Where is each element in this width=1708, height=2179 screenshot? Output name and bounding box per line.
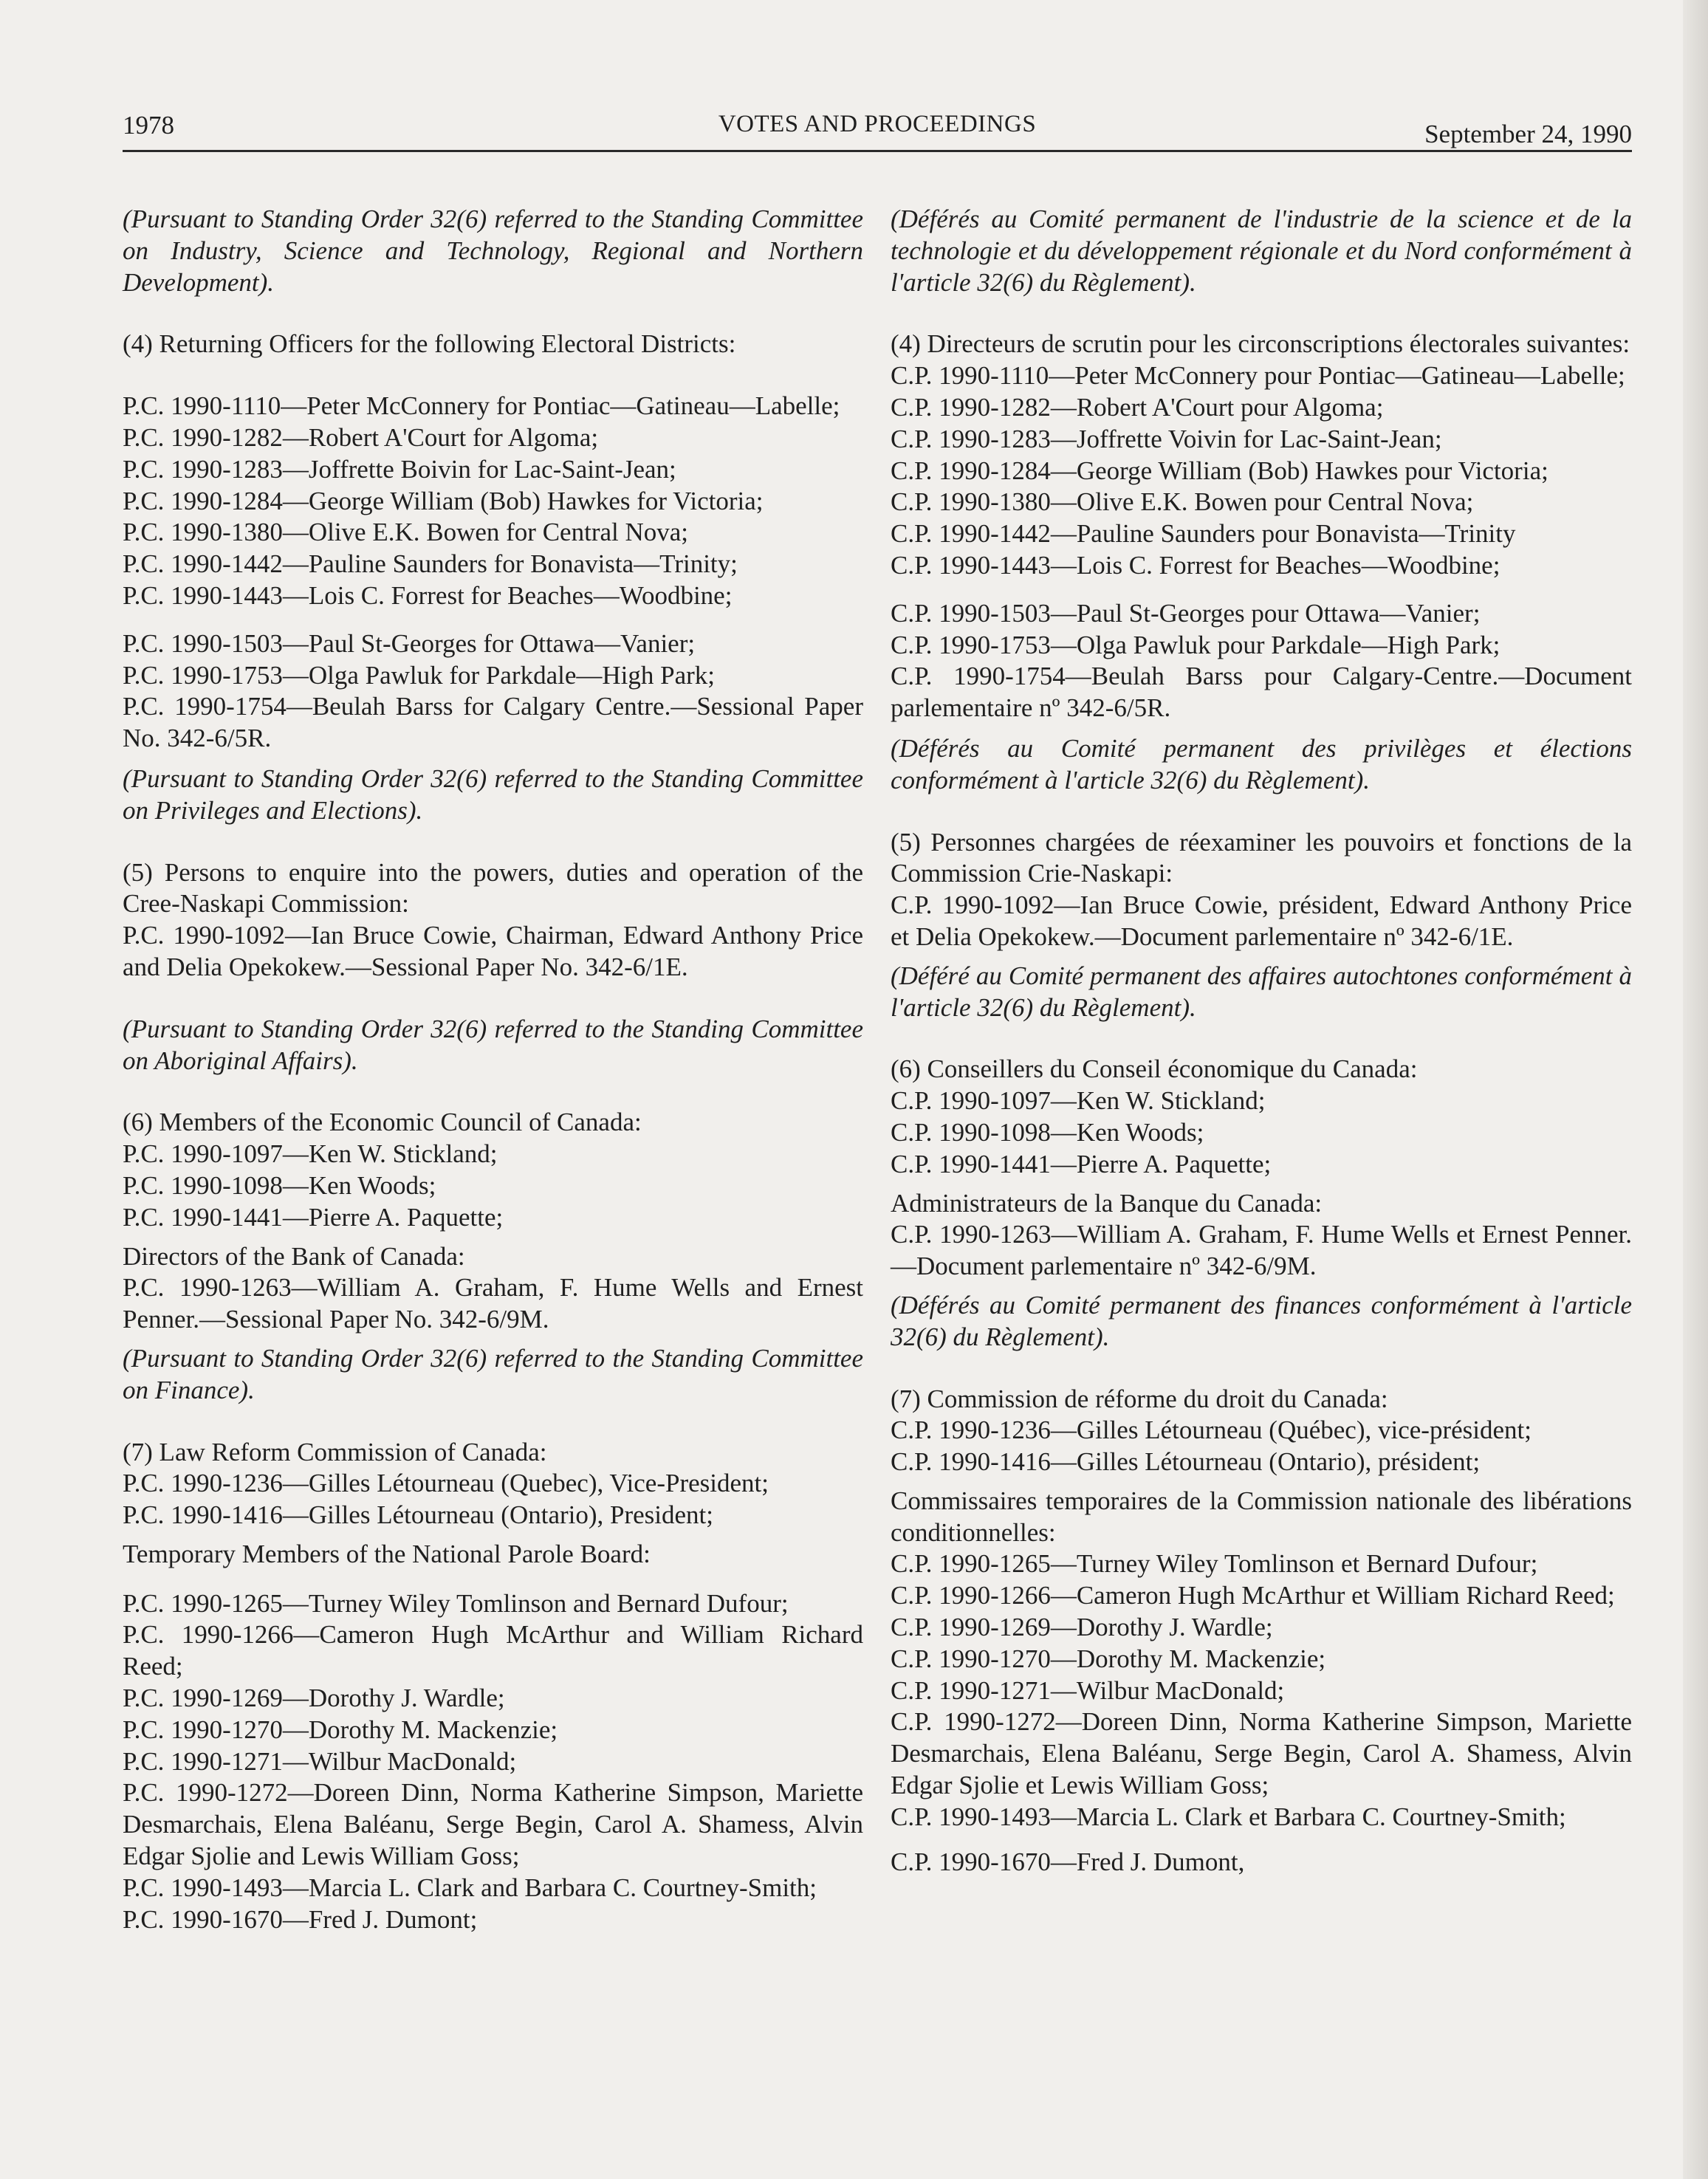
list-item: C.P. 1990-1493—Marcia L. Clark et Barbara C. Courtney-Smith; — [891, 1802, 1566, 1831]
list-item: C.P. 1990-1283—Joffrette Voivin for Lac-Saint-Jean; — [891, 424, 1442, 453]
section-7-heading-fr: (7) Commission de réforme du droit du Canada: — [891, 1384, 1388, 1413]
cree-naskapi-item: P.C. 1990-1092—Ian Bruce Cowie, Chairman, Edward Anthony Price and Delia Opekokew.—Sessional Paper No. 342-6/1E. — [123, 921, 863, 981]
committee-note-aboriginal-fr: (Déféré au Comité permanent des affaires autochtones conformément à l'article 32(6) du Règlement). — [891, 961, 1632, 1022]
section-5-heading-fr: (5) Personnes chargées de réexaminer les pouvoirs et fonctions de la Commission Crie-Naskapi: — [891, 827, 1632, 888]
parole-board-heading: Temporary Members of the National Parole Board: — [123, 1539, 651, 1568]
list-item: C.P. 1990-1670—Fred J. Dumont, — [891, 1847, 1245, 1876]
list-item: P.C. 1990-1441—Pierre A. Paquette; — [123, 1202, 504, 1232]
parole-board-heading-fr: Commissaires temporaires de la Commission nationale des libérations conditionnelles: — [891, 1486, 1632, 1547]
header-rule — [123, 150, 1632, 152]
law-reform-list-fr — [891, 1415, 1632, 1478]
committee-note-industry-fr: (Déférés au Comité permanent de l'industrie de la science et de la technologie et du développement régionale et du Nord conformément à l'article 32(6) du Règlement). — [891, 205, 1632, 297]
section-6-heading-fr: (6) Conseillers du Conseil économique du Canada: — [891, 1054, 1418, 1084]
returning-officers-list-b — [123, 628, 863, 755]
list-item: C.P. 1990-1416—Gilles Létourneau (Ontario), président; — [891, 1447, 1481, 1477]
list-item: P.C. 1990-1097—Ken W. Stickland; — [123, 1139, 498, 1169]
list-item: C.P. 1990-1097—Ken W. Stickland; — [891, 1086, 1266, 1116]
committee-note-aboriginal: (Pursuant to Standing Order 32(6) referred to the Standing Committee on Aboriginal Affairs). — [123, 1014, 863, 1075]
list-item: C.P. 1990-1753—Olga Pawluk pour Parkdale—High Park; — [891, 630, 1500, 659]
list-item: C.P. 1990-1265—Turney Wiley Tomlinson et Bernard Dufour; — [891, 1549, 1538, 1579]
section-4-heading-fr: (4) Directeurs de scrutin pour les circonscriptions électorales suivantes: — [891, 329, 1630, 359]
committee-note-finance-fr: (Déférés au Comité permanent des finances conformément à l'article 32(6) du Règlement). — [891, 1290, 1632, 1351]
list-item: P.C. 1990-1283—Joffrette Boivin for Lac-Saint-Jean; — [123, 454, 676, 484]
list-item: C.P. 1990-1282—Robert A'Court pour Algoma; — [891, 392, 1384, 422]
bank-directors-heading-fr: Administrateurs de la Banque du Canada: — [891, 1188, 1323, 1218]
section-4-heading: (4) Returning Officers for the following Electoral Districts: — [123, 329, 736, 359]
list-item: P.C. 1990-1754—Beulah Barss for Calgary Centre.—Sessional Paper No. 342-6/5R. — [123, 692, 863, 753]
committee-note-privileges-fr: (Déférés au Comité permanent des privilèges et élections conformément à l'article 32(6) du Règlement). — [891, 733, 1632, 795]
list-item: C.P. 1990-1236—Gilles Létourneau (Québec), vice-président; — [891, 1416, 1532, 1445]
french-column — [891, 204, 1632, 1878]
list-item: C.P. 1990-1754—Beulah Barss pour Calgary-Centre.—Document parlementaire nº 342-6/5R. — [891, 662, 1632, 723]
committee-note-finance: (Pursuant to Standing Order 32(6) referred to the Standing Committee on Finance). — [123, 1343, 863, 1404]
list-item: C.P. 1990-1110—Peter McConnery pour Pontiac—Gatineau—Labelle; — [891, 361, 1625, 391]
bank-directors-item-fr: C.P. 1990-1263—William A. Graham, F. Hume Wells et Ernest Penner.—Document parlementaire nº 342-6/9M. — [891, 1220, 1632, 1281]
list-item: P.C. 1990-1110—Peter McConnery for Pontiac—Gatineau—Labelle; — [123, 391, 840, 421]
list-item: C.P. 1990-1272—Doreen Dinn, Norma Katherine Simpson, Mariette Desmarchais, Elena Baléanu, Serge Begin, Carol A. Shamess, Alvin Edgar Sjolie et Lewis William Goss; — [891, 1707, 1632, 1800]
list-item: P.C. 1990-1282—Robert A'Court for Algoma; — [123, 422, 599, 452]
list-item: P.C. 1990-1272—Doreen Dinn, Norma Katherine Simpson, Mariette Desmarchais, Elena Baléanu, Serge Begin, Carol A. Shamess, Alvin Edgar Sjolie and Lewis William Goss; — [123, 1778, 863, 1871]
page-header — [123, 111, 1632, 155]
list-item: C.P. 1990-1443—Lois C. Forrest for Beaches—Woodbine; — [891, 550, 1500, 580]
economic-council-list — [123, 1139, 863, 1233]
list-item: C.P. 1990-1098—Ken Woods; — [891, 1117, 1204, 1147]
list-item: P.C. 1990-1271—Wilbur MacDonald; — [123, 1746, 517, 1776]
list-item: P.C. 1990-1380—Olive E.K. Bowen for Central Nova; — [123, 518, 689, 547]
list-item: P.C. 1990-1270—Dorothy M. Mackenzie; — [123, 1715, 558, 1744]
list-item: C.P. 1990-1442—Pauline Saunders pour Bonavista—Trinity — [891, 519, 1516, 549]
page-number: 1978 — [123, 111, 174, 140]
list-item: P.C. 1990-1503—Paul St-Georges for Ottawa—Vanier; — [123, 628, 696, 658]
bank-directors-heading: Directors of the Bank of Canada: — [123, 1241, 465, 1271]
list-item: C.P. 1990-1503—Paul St-Georges pour Ottawa—Vanier; — [891, 598, 1481, 628]
list-item: P.C. 1990-1236—Gilles Létourneau (Quebec), Vice-President; — [123, 1469, 769, 1498]
page-date: September 24, 1990 — [1424, 120, 1632, 148]
list-item: P.C. 1990-1265—Turney Wiley Tomlinson and Bernard Dufour; — [123, 1588, 789, 1618]
list-item: C.P. 1990-1284—George William (Bob) Hawkes pour Victoria; — [891, 456, 1548, 485]
committee-note-industry: (Pursuant to Standing Order 32(6) referred to the Standing Committee on Industry, Science and Technology, Regional and Northern Development). — [123, 205, 863, 297]
returning-officers-list-b-fr — [891, 598, 1632, 724]
list-item: P.C. 1990-1753—Olga Pawluk for Parkdale—High Park; — [123, 660, 716, 690]
page-edge-shadow — [1683, 0, 1708, 2179]
list-item: P.C. 1990-1269—Dorothy J. Wardle; — [123, 1684, 505, 1713]
list-item: P.C. 1990-1266—Cameron Hugh McArthur and William Richard Reed; — [123, 1620, 863, 1681]
english-column — [123, 204, 863, 1935]
list-item: C.P. 1990-1269—Dorothy J. Wardle; — [891, 1613, 1273, 1642]
law-reform-list — [123, 1468, 863, 1531]
committee-note-privileges: (Pursuant to Standing Order 32(6) referred to the Standing Committee on Privileges and Elections). — [123, 763, 863, 825]
bank-directors-item: P.C. 1990-1263—William A. Graham, F. Hume Wells and Ernest Penner.—Sessional Paper No. 342-6/9M. — [123, 1273, 863, 1334]
section-6-heading: (6) Members of the Economic Council of Canada: — [123, 1108, 642, 1137]
list-item: C.P. 1990-1270—Dorothy M. Mackenzie; — [891, 1644, 1326, 1673]
section-7-heading: (7) Law Reform Commission of Canada: — [123, 1437, 547, 1466]
list-item: P.C. 1990-1442—Pauline Saunders for Bonavista—Trinity; — [123, 549, 738, 579]
list-item: C.P. 1990-1441—Pierre A. Paquette; — [891, 1149, 1272, 1178]
returning-officers-list-a — [123, 391, 863, 612]
parole-board-list-fr — [891, 1548, 1632, 1878]
list-item: C.P. 1990-1266—Cameron Hugh McArthur et William Richard Reed; — [891, 1581, 1615, 1610]
list-item: P.C. 1990-1098—Ken Woods; — [123, 1170, 436, 1200]
list-item: P.C. 1990-1670—Fred J. Dumont; — [123, 1904, 478, 1934]
running-title: VOTES AND PROCEEDINGS — [718, 111, 1037, 137]
list-item: P.C. 1990-1493—Marcia L. Clark and Barbara C. Courtney-Smith; — [123, 1873, 817, 1902]
economic-council-list-fr — [891, 1085, 1632, 1180]
cree-naskapi-item-fr: C.P. 1990-1092—Ian Bruce Cowie, président, Edward Anthony Price et Delia Opekokew.—Document parlementaire nº 342-6/1E. — [891, 891, 1632, 951]
list-item: P.C. 1990-1443—Lois C. Forrest for Beaches—Woodbine; — [123, 580, 733, 610]
parole-board-list — [123, 1588, 863, 1936]
list-item: P.C. 1990-1416—Gilles Létourneau (Ontario), President; — [123, 1500, 714, 1530]
list-item: P.C. 1990-1284—George William (Bob) Hawkes for Victoria; — [123, 486, 764, 515]
section-5-heading: (5) Persons to enquire into the powers, duties and operation of the Cree-Naskapi Commission: — [123, 857, 863, 919]
list-item: C.P. 1990-1380—Olive E.K. Bowen pour Central Nova; — [891, 487, 1474, 517]
returning-officers-list-a-fr — [891, 360, 1632, 582]
list-item: C.P. 1990-1271—Wilbur MacDonald; — [891, 1675, 1285, 1705]
